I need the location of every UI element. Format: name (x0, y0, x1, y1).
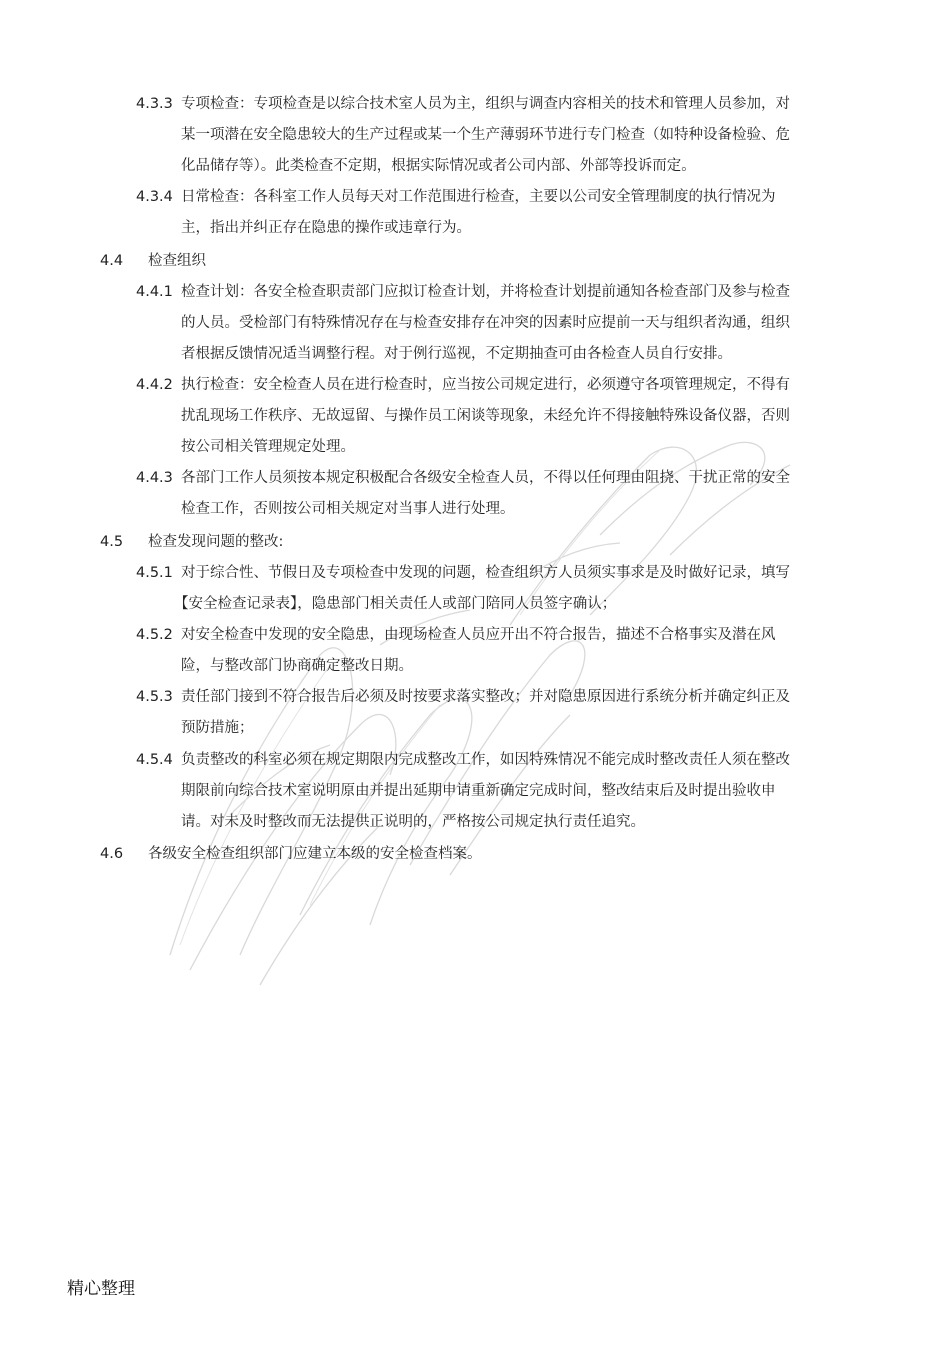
paragraph-line: 【安全检查记录表】，隐患部门相关责任人或部门陪同人员签字确认； (174, 596, 617, 612)
paragraph-line: 主，指出并纠正存在隐患的操作或违章行为。 (181, 220, 471, 236)
paragraph-line: 各部门工作人员须按本规定积极配合各级安全检查人员，不得以任何理由阻挠、干扰正常的安全 (181, 470, 790, 486)
section-number: 4.5.3 (136, 689, 173, 705)
section-number: 4.5.1 (136, 565, 173, 581)
paragraph-line: 责任部门接到不符合报告后必须及时按要求落实整改；并对隐患原因进行系统分析并确定纠正及 (181, 689, 790, 705)
section-number: 4.4 (100, 253, 124, 269)
section-heading: 检查组织 (148, 253, 206, 269)
paragraph-line: 检查计划：各安全检查职责部门应拟订检查计划，并将检查计划提前通知各检查部门及参与检查 (181, 284, 790, 300)
paragraph-line: 按公司相关管理规定处理。 (181, 439, 355, 455)
paragraph-line: 日常检查：各科室工作人员每天对工作范围进行检查，主要以公司安全管理制度的执行情况为 (181, 189, 776, 205)
section-heading: 检查发现问题的整改: (148, 534, 284, 550)
paragraph-line: 期限前向综合技术室说明原由并提出延期申请重新确定完成时间，整改结束后及时提出验收申 (181, 783, 776, 799)
paragraph-line: 请。对未及时整改而无法提供正说明的，严格按公司规定执行责任追究。 (181, 814, 645, 830)
section-heading: 各级安全检查组织部门应建立本级的安全检查档案。 (148, 846, 482, 862)
section-number: 4.3.3 (136, 96, 173, 112)
section-number: 4.4.3 (136, 470, 173, 486)
paragraph-line: 专项检查：专项检查是以综合技术室人员为主，组织与调查内容相关的技术和管理人员参加，对 (181, 96, 790, 112)
paragraph-line: 对于综合性、节假日及专项检查中发现的问题，检查组织方人员须实事求是及时做好记录，填写 (181, 565, 790, 581)
paragraph-line: 某一项潜在安全隐患较大的生产过程或某一个生产薄弱环节进行专门检查（如特种设备检验、危 (181, 127, 790, 143)
paragraph-line: 对安全检查中发现的安全隐患，由现场检查人员应开出不符合报告，描述不合格事实及潜在风 (181, 627, 776, 643)
footer-text: 精心整理 (67, 1279, 135, 1299)
section-number: 4.5.2 (136, 627, 173, 643)
paragraph-line: 化品储存等）。此类检查不定期，根据实际情况或者公司内部、外部等投诉而定。 (181, 158, 696, 174)
paragraph-line: 负责整改的科室必须在规定期限内完成整改工作，如因特殊情况不能完成时整改责任人须在整改 (181, 752, 790, 768)
section-number: 4.4.1 (136, 284, 173, 300)
section-number: 4.6 (100, 846, 124, 862)
section-number: 4.5.4 (136, 752, 173, 768)
paragraph-line: 检查工作，否则按公司相关规定对当事人进行处理。 (181, 501, 515, 517)
paragraph-line: 执行检查：安全检查人员在进行检查时，应当按公司规定进行，必须遵守各项管理规定，不得有 (181, 377, 790, 393)
section-number: 4.3.4 (136, 189, 173, 205)
paragraph-line: 扰乱现场工作秩序、无故逗留、与操作员工闲谈等现象，未经允许不得接触特殊设备仪器，否则 (181, 408, 790, 424)
paragraph-line: 预防措施； (181, 720, 254, 736)
paragraph-line: 者根据反馈情况适当调整行程。对于例行巡视，不定期抽查可由各检查人员自行安排。 (181, 346, 732, 362)
paragraph-line: 的人员。受检部门有特殊情况存在与检查安排存在冲突的因素时应提前一天与组织者沟通，组织 (181, 315, 790, 331)
paragraph-line: 险，与整改部门协商确定整改日期。 (181, 658, 413, 674)
section-number: 4.5 (100, 534, 124, 550)
section-number: 4.4.2 (136, 377, 173, 393)
